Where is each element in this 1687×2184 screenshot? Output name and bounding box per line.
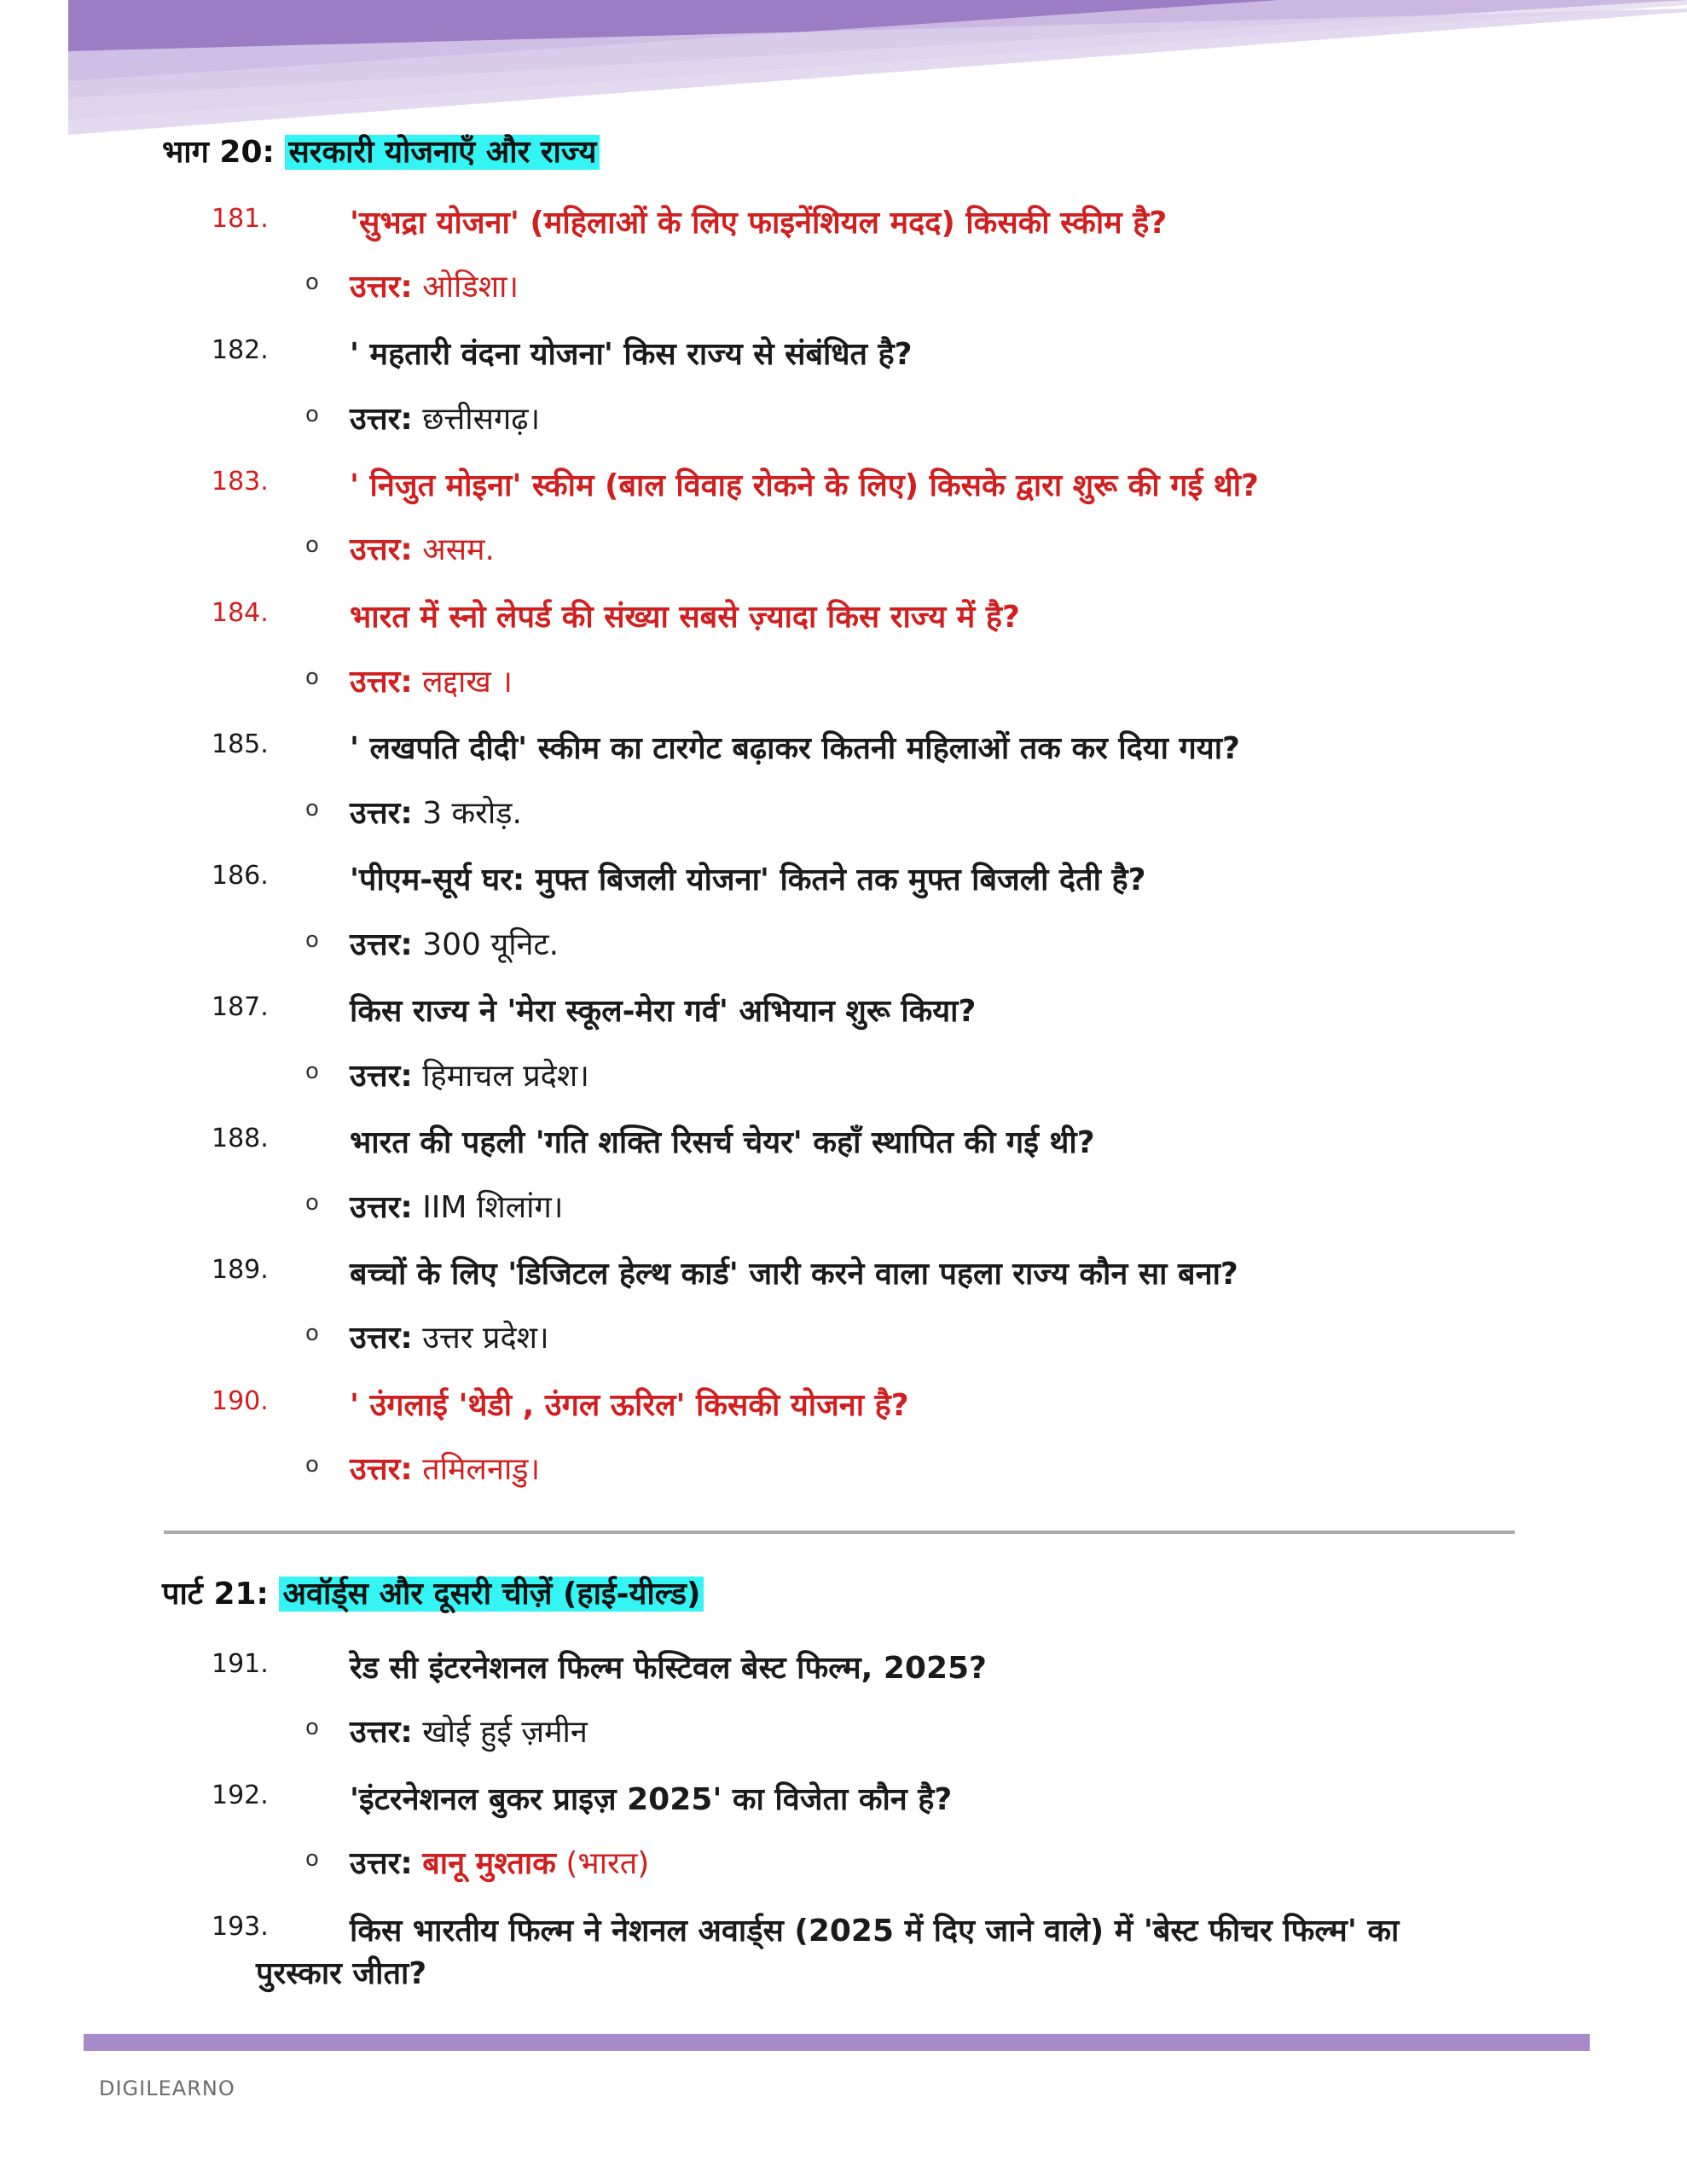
answer-text: उत्तर प्रदेश।: [422, 1321, 549, 1356]
question-text: बच्चों के लिए 'डिजिटल हेल्थ कार्ड' जारी करने वाला पहला राज्य कौन सा बना?: [350, 1257, 1238, 1292]
section-20-prefix: भाग 20:: [162, 135, 286, 170]
bullet-icon: o: [305, 532, 319, 558]
question-text: किस राज्य ने 'मेरा स्कूल-मेरा गर्व' अभियान शुरू किया?: [350, 994, 977, 1029]
answer-label: उत्तर:: [350, 532, 413, 567]
header-banner: [0, 0, 1687, 145]
bullet-icon: o: [305, 796, 319, 822]
question-number: 190.: [212, 1386, 269, 1416]
bullet-icon: o: [305, 1321, 319, 1346]
answer-label: उत्तर:: [350, 665, 413, 700]
section-21-prefix: पार्ट 21:: [162, 1577, 280, 1612]
answer-text: IIM शिलांग।: [422, 1190, 564, 1225]
question-text: ' महतारी वंदना योजना' किस राज्य से संबंधित है?: [350, 337, 913, 372]
bullet-icon: o: [305, 1715, 319, 1740]
answer-text: बानू मुश्ताक: [422, 1846, 556, 1881]
question-text: ' निजुत मोइना' स्कीम (बाल विवाह रोकने के लिए) किसके द्वारा शुरू की गई थी?: [350, 468, 1259, 503]
answer-text: खोई हुई ज़मीन: [422, 1715, 588, 1750]
section-21-highlight: अवॉर्ड्स और दूसरी चीज़ें (हाई-यील्ड): [279, 1577, 704, 1612]
question-text: किस भारतीय फिल्म ने नेशनल अवार्ड्स (2025 में दिए जाने वाले) में 'बेस्ट फीचर फिल्म' का: [350, 1914, 1400, 1949]
question-text: 'सुभद्रा योजना' (महिलाओं के लिए फाइनेंशियल मदद) किसकी स्कीम है?: [350, 206, 1168, 241]
answer-label: उत्तर:: [350, 1059, 413, 1094]
answer-extra: (भारत): [565, 1846, 650, 1881]
question-number: 189.: [212, 1255, 269, 1285]
question-number: 193.: [212, 1912, 269, 1942]
answer-text: तमिलनाडु।: [422, 1452, 541, 1487]
section-20-title: [162, 130, 600, 171]
question-number: 186.: [212, 861, 269, 891]
answer-label: उत्तर:: [350, 1715, 413, 1750]
question-text: भारत में स्नो लेपर्ड की संख्या सबसे ज़्यादा किस राज्य में है?: [350, 600, 1020, 635]
section-20-highlight: सरकारी योजनाएँ और राज्य: [285, 135, 600, 170]
footer-brand: DIGILEARNO: [99, 2077, 235, 2100]
bullet-icon: o: [305, 927, 319, 953]
section-divider: [164, 1531, 1515, 1534]
answer-label: उत्तर:: [350, 796, 413, 831]
footer-bar: [84, 2034, 1590, 2051]
question-text: ' लखपति दीदी' स्कीम का टारगेट बढ़ाकर कितनी महिलाओं तक कर दिया गया?: [350, 731, 1240, 766]
question-number: 191.: [212, 1649, 269, 1679]
answer-label: उत्तर:: [350, 927, 413, 962]
bullet-icon: o: [305, 1452, 319, 1478]
answer-label: उत्तर:: [350, 1190, 413, 1225]
question-number: 183.: [212, 467, 269, 497]
answer-label: उत्तर:: [350, 1452, 413, 1487]
question-number: 185.: [212, 729, 269, 759]
answer-text: 3 करोड़.: [422, 796, 522, 831]
question-number: 187.: [212, 992, 269, 1022]
question-number: 181.: [212, 204, 269, 234]
answer-text: 300 यूनिट.: [422, 927, 559, 962]
bullet-icon: o: [305, 270, 319, 295]
bullet-icon: o: [305, 1190, 319, 1216]
question-193-continuation: पुरस्कार जीता?: [256, 1956, 427, 1991]
bullet-icon: o: [305, 665, 319, 690]
bullet-icon: o: [305, 402, 319, 427]
answer-text: हिमाचल प्रदेश।: [422, 1059, 589, 1094]
section-21-title: [162, 1571, 704, 1613]
question-number: 184.: [212, 598, 269, 628]
question-text: ' उंगलाई 'थेडी , उंगल ऊरिल' किसकी योजना है?: [350, 1388, 909, 1423]
question-text: रेड सी इंटरनेशनल फिल्म फेस्टिवल बेस्ट फिल्म, 2025?: [350, 1651, 987, 1686]
question-text: भारत की पहली 'गति शक्ति रिसर्च चेयर' कहाँ स्थापित की गई थी?: [350, 1125, 1095, 1160]
answer-text: असम.: [422, 532, 495, 567]
answer-text: ओडिशा।: [422, 270, 519, 305]
bullet-icon: o: [305, 1059, 319, 1084]
bullet-icon: o: [305, 1846, 319, 1872]
question-number: 192.: [212, 1780, 269, 1810]
answer-label: उत्तर:: [350, 1846, 413, 1881]
answer-label: उत्तर:: [350, 270, 413, 305]
answer-label: उत्तर:: [350, 402, 413, 437]
question-text: 'इंटरनेशनल बुकर प्राइज़ 2025' का विजेता कौन है?: [350, 1782, 953, 1817]
question-number: 188.: [212, 1124, 269, 1153]
answer-text: लद्दाख ।: [422, 665, 513, 700]
answer-text: छत्तीसगढ़।: [422, 402, 541, 437]
answer-label: उत्तर:: [350, 1321, 413, 1356]
question-number: 182.: [212, 335, 269, 365]
question-text: 'पीएम-सूर्य घर: मुफ्त बिजली योजना' कितने तक मुफ्त बिजली देती है?: [350, 863, 1146, 897]
